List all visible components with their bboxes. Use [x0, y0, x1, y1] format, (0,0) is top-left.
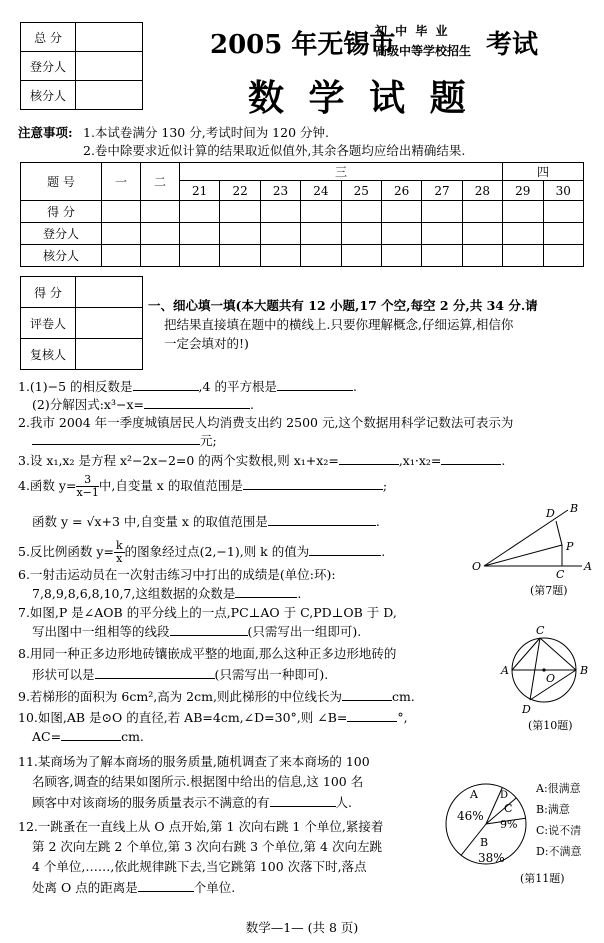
- legend-a: A:很满意: [536, 782, 581, 795]
- slice-label-a: A: [470, 788, 478, 801]
- question-1b: (2)分解因式:x³−x= .: [32, 397, 254, 412]
- grid-cell[interactable]: [341, 223, 381, 245]
- grid-cell[interactable]: [301, 223, 341, 245]
- section-1-line-1: 一、细心填一填(本大题共有 12 小题,17 个空,每空 2 分,共 34 分.请: [148, 298, 538, 313]
- grid-cell[interactable]: [141, 201, 180, 223]
- slice-label-b: B: [480, 836, 489, 849]
- grid-part-4: 四: [503, 163, 584, 181]
- question-text: 1.(1)−5 的相反数是: [18, 379, 133, 394]
- header-sub-top: 初 中 毕 业: [375, 24, 450, 38]
- bisector-op: [484, 545, 562, 566]
- grid-cell[interactable]: [462, 245, 502, 267]
- grid-number: 26: [381, 181, 421, 201]
- grid-number: 22: [220, 181, 260, 201]
- grid-cell[interactable]: [102, 201, 141, 223]
- question-8b: [32, 665, 328, 683]
- grid-number: 27: [422, 181, 462, 201]
- question-11a: [18, 753, 370, 770]
- grid-cell[interactable]: [220, 223, 260, 245]
- label-d: D: [522, 703, 531, 716]
- grid-cell[interactable]: [180, 201, 220, 223]
- label-b: B: [580, 664, 589, 677]
- grid-cell[interactable]: [260, 201, 300, 223]
- question-text: 中,自变量 x 的取值范围是: [98, 478, 243, 493]
- grid-cell[interactable]: [503, 201, 543, 223]
- question-12b: [32, 838, 382, 855]
- question-text: 4 个单位,……,依此规律跳下去,当它跳第 100 次落下时,落点: [32, 859, 367, 874]
- grid-cell[interactable]: [180, 245, 220, 267]
- grid-cell[interactable]: [102, 223, 141, 245]
- fraction: [76, 474, 98, 499]
- question-text: 形状可以是: [32, 667, 95, 682]
- fig-11-caption: (第11题): [520, 872, 565, 885]
- label-b: B: [570, 502, 579, 515]
- question-text: 顾客中对该商场的服务质量表示不满意的有: [32, 795, 270, 810]
- question-text: (2)分解因式:x³−x=: [32, 397, 144, 412]
- grid-cell[interactable]: [260, 245, 300, 267]
- question-text: 8.用同一种正多边形地砖镶嵌成平整的地面,那么这种正多边形地砖的: [18, 646, 397, 661]
- grid-cell[interactable]: [141, 223, 180, 245]
- fig-10-caption: (第10题): [528, 719, 573, 732]
- figure-10: [500, 622, 600, 734]
- grid-row-label: 得 分: [21, 201, 102, 223]
- answer-blank[interactable]: [235, 584, 297, 598]
- answer-blank[interactable]: [441, 451, 501, 465]
- slice-label-c: C: [504, 802, 513, 815]
- header-exam: 考试: [486, 30, 539, 60]
- question-text: 6.一射击运动员在一次射击练习中打出的成绩是(单位:环):: [18, 567, 336, 582]
- grid-cell[interactable]: [260, 223, 300, 245]
- question-6a: [18, 566, 336, 583]
- question-text: (只需写出一种即可).: [214, 667, 329, 682]
- grid-cell[interactable]: [341, 201, 381, 223]
- grid-cell[interactable]: [422, 245, 462, 267]
- question-5: 5.反比例函数 y= $\frac{k}{x}$ 的图象经过点(2,−1),则 k 的值为 .: [18, 539, 386, 565]
- grader-cell[interactable]: [76, 339, 143, 370]
- notice-label: 注意事项:: [18, 125, 73, 140]
- grader-cell[interactable]: [76, 277, 143, 308]
- question-9: [18, 687, 415, 705]
- fraction: [114, 540, 125, 565]
- question-12d: [32, 878, 235, 896]
- grid-row-label: 登分人: [21, 223, 102, 245]
- figure-7: [470, 500, 595, 600]
- section-1-line-3: 一定会填对的!): [164, 336, 249, 351]
- question-7a: [18, 604, 397, 621]
- score-box-cell[interactable]: [76, 81, 143, 110]
- question-12c: [32, 858, 367, 875]
- question-text: 7.如图,P 是∠AOB 的平分线上的一点,PC⊥AO 于 C,PD⊥OB 于 D,: [18, 605, 397, 620]
- fraction-denominator: x−1: [76, 486, 99, 499]
- grid-cell[interactable]: [381, 223, 421, 245]
- grader-box: [20, 276, 143, 370]
- legend-d: D:不满意: [536, 845, 582, 858]
- grader-cell[interactable]: [76, 308, 143, 339]
- question-3: 3.设 x₁,x₂ 是方程 x²−2x−2=0 的两个实数根,则 x₁+x₂= ,x₁·x₂= .: [18, 453, 506, 468]
- answer-blank[interactable]: [339, 451, 399, 465]
- grid-cell[interactable]: [503, 223, 543, 245]
- score-box-label: 总 分: [21, 23, 76, 52]
- question-10a: [18, 708, 408, 726]
- question-12a: [18, 818, 383, 835]
- slice-percent-c: 9%: [500, 818, 518, 831]
- grid-row-label: 核分人: [21, 245, 102, 267]
- label-c: C: [536, 624, 545, 637]
- question-text: 5.反比例函数 y=: [18, 544, 114, 559]
- answer-blank[interactable]: [95, 665, 215, 679]
- question-4a: 4.函数 y= $\frac{3}{x-1}$ 中,自变量 x 的取值范围是 ;: [18, 473, 388, 499]
- question-text: 个单位.: [193, 880, 236, 895]
- grid-cell[interactable]: [381, 245, 421, 267]
- chord-cb: [540, 638, 576, 670]
- grid-col-title: 题 号: [21, 163, 102, 201]
- legend-b: B:满意: [536, 803, 570, 816]
- answer-blank[interactable]: [32, 431, 200, 445]
- question-text: 元;: [200, 433, 217, 448]
- question-text: 7,8,9,8,6,8,10,7,这组数据的众数是: [32, 586, 236, 601]
- answer-blank[interactable]: [309, 542, 381, 556]
- question-11c: [32, 793, 352, 811]
- question-2-end: [32, 431, 217, 449]
- question-text: 12.一跳蚤在一直线上从 O 点开始,第 1 次向右跳 1 个单位,紧接着: [18, 819, 384, 834]
- question-text: 名顾客,调查的结果如图所示.根据图中给出的信息,这 100 名: [32, 774, 364, 789]
- grid-number: 24: [301, 181, 341, 201]
- grid-part-3: 三: [180, 163, 503, 181]
- answer-blank[interactable]: [277, 377, 353, 391]
- fraction-numerator: 3: [76, 474, 98, 487]
- grid-cell[interactable]: [543, 223, 583, 245]
- grid-cell[interactable]: [422, 223, 462, 245]
- score-grid: [20, 162, 584, 267]
- answer-blank[interactable]: [342, 687, 392, 701]
- score-box-cell[interactable]: [76, 23, 143, 52]
- grid-part-1: 一: [102, 163, 141, 201]
- grid-cell[interactable]: [220, 201, 260, 223]
- notice-line-2: 2.卷中除要求近似计算的结果取近似值外,其余各题均应给出精确结果.: [83, 143, 466, 158]
- question-8a: [18, 645, 396, 662]
- notice-line-1: 1.本试卷满分 130 分,考试时间为 120 分钟.: [83, 125, 329, 140]
- grid-cell[interactable]: [301, 201, 341, 223]
- grid-number: 28: [462, 181, 502, 201]
- section-1-line-2: 把结果直接填在题中的横线上.只要你理解概念,仔细运算,相信你: [164, 317, 514, 332]
- fig-7-caption: (第7题): [530, 584, 568, 597]
- grid-cell[interactable]: [141, 245, 180, 267]
- answer-blank[interactable]: [270, 793, 336, 807]
- answer-blank[interactable]: [347, 708, 397, 722]
- grader-label: 评卷人: [21, 308, 76, 339]
- grid-cell[interactable]: [503, 245, 543, 267]
- grid-number: 29: [503, 181, 543, 201]
- question-text: 2.我市 2004 年一季度城镇居民人均消费支出约 2500 元,这个数据用科学记数法可表示为: [18, 415, 514, 430]
- page-title: 数 学 试 题: [248, 77, 472, 119]
- question-2: [18, 414, 513, 431]
- grid-cell[interactable]: [422, 201, 462, 223]
- question-text: 10.如图,AB 是⊙O 的直径,若 AB=4cm,∠D=30°,则 ∠B=: [18, 710, 348, 725]
- question-text: 11.某商场为了解本商场的服务质量,随机调查了来本商场的 100: [18, 754, 370, 769]
- question-text: 3.设 x₁,x₂ 是方程 x²−2x−2=0 的两个实数根,则 x₁+x₂=: [18, 453, 339, 468]
- total-score-box: [20, 22, 143, 110]
- figure-11: [440, 762, 596, 888]
- label-o: O: [546, 672, 556, 685]
- question-text: 的图象经过点(2,−1),则 k 的值为: [124, 544, 310, 559]
- question-6b: 7,8,9,8,6,8,10,7,这组数据的众数是 .: [32, 586, 302, 601]
- question-text: 9.若梯形的面积为 6cm²,高为 2cm,则此梯形的中位线长为: [18, 689, 342, 704]
- slice-label-d: D: [500, 790, 509, 801]
- grid-number: 25: [341, 181, 381, 201]
- answer-blank[interactable]: [61, 727, 121, 741]
- question-7b: [32, 622, 361, 640]
- grid-number: 23: [260, 181, 300, 201]
- answer-blank[interactable]: [170, 622, 248, 636]
- grid-cell[interactable]: [301, 245, 341, 267]
- section-1-intro: [148, 296, 538, 353]
- question-text: (只需写出一组即可).: [247, 624, 362, 639]
- answer-blank[interactable]: [268, 512, 376, 526]
- question-text: ,4 的平方根是: [198, 379, 277, 394]
- score-box-cell[interactable]: [76, 52, 143, 81]
- header-sub-bottom: 高级中等学校招生: [375, 44, 472, 58]
- page-footer: 数学—1— (共 8 页): [245, 920, 359, 935]
- question-10b: [32, 727, 144, 745]
- question-text: 函数 y = √x+3 中,自变量 x 的取值范围是: [32, 514, 268, 529]
- answer-blank[interactable]: [243, 476, 383, 490]
- question-text: 处离 O 点的距离是: [32, 880, 138, 895]
- fraction-numerator: k: [115, 539, 123, 552]
- answer-blank[interactable]: [138, 878, 194, 892]
- grid-cell[interactable]: [462, 201, 502, 223]
- ray-ob: [484, 510, 568, 566]
- segment-pd: [556, 521, 562, 545]
- question-text: 写出图中一组相等的线段: [32, 624, 170, 639]
- question-text: ,x₁·x₂=: [398, 453, 442, 468]
- grid-number: 21: [180, 181, 220, 201]
- grid-cell[interactable]: [381, 201, 421, 223]
- grid-cell[interactable]: [543, 245, 583, 267]
- label-d: D: [546, 507, 555, 520]
- label-p: P: [566, 540, 574, 553]
- score-box-label: 核分人: [21, 81, 76, 110]
- grader-label: 复核人: [21, 339, 76, 370]
- legend-c: C:说不清: [536, 824, 582, 837]
- question-text: 人.: [335, 795, 352, 810]
- grid-cell[interactable]: [543, 201, 583, 223]
- header-year-city: 2005 年无锡市: [210, 30, 396, 60]
- question-4b: 函数 y = √x+3 中,自变量 x 的取值范围是 .: [32, 514, 380, 529]
- question-text: AC=: [32, 729, 62, 744]
- question-text: cm.: [121, 729, 144, 744]
- label-o: O: [472, 560, 482, 573]
- question-1a: 1.(1)−5 的相反数是 ,4 的平方根是 .: [18, 379, 357, 394]
- question-text: °,: [397, 710, 408, 725]
- question-text: 4.函数 y=: [18, 478, 77, 493]
- slice-percent-a: 46%: [457, 809, 484, 823]
- question-11b: [32, 773, 363, 790]
- grid-part-2: 二: [141, 163, 180, 201]
- grid-cell[interactable]: [180, 223, 220, 245]
- answer-blank[interactable]: [133, 377, 199, 391]
- answer-blank[interactable]: [144, 395, 250, 409]
- grader-label: 得 分: [21, 277, 76, 308]
- slice-percent-b: 38%: [478, 851, 505, 865]
- grid-cell[interactable]: [462, 223, 502, 245]
- score-box-label: 登分人: [21, 52, 76, 81]
- question-text: cm.: [391, 689, 415, 704]
- grid-cell[interactable]: [102, 245, 141, 267]
- grid-cell[interactable]: [220, 245, 260, 267]
- fraction-denominator: x: [116, 552, 123, 565]
- grid-number: 30: [543, 181, 583, 201]
- label-c: C: [556, 568, 565, 581]
- question-text: 第 2 次向左跳 2 个单位,第 3 次向右跳 3 个单位,第 4 次向左跳: [32, 839, 382, 854]
- grid-cell[interactable]: [341, 245, 381, 267]
- label-a: A: [501, 664, 509, 677]
- label-a: A: [584, 560, 592, 573]
